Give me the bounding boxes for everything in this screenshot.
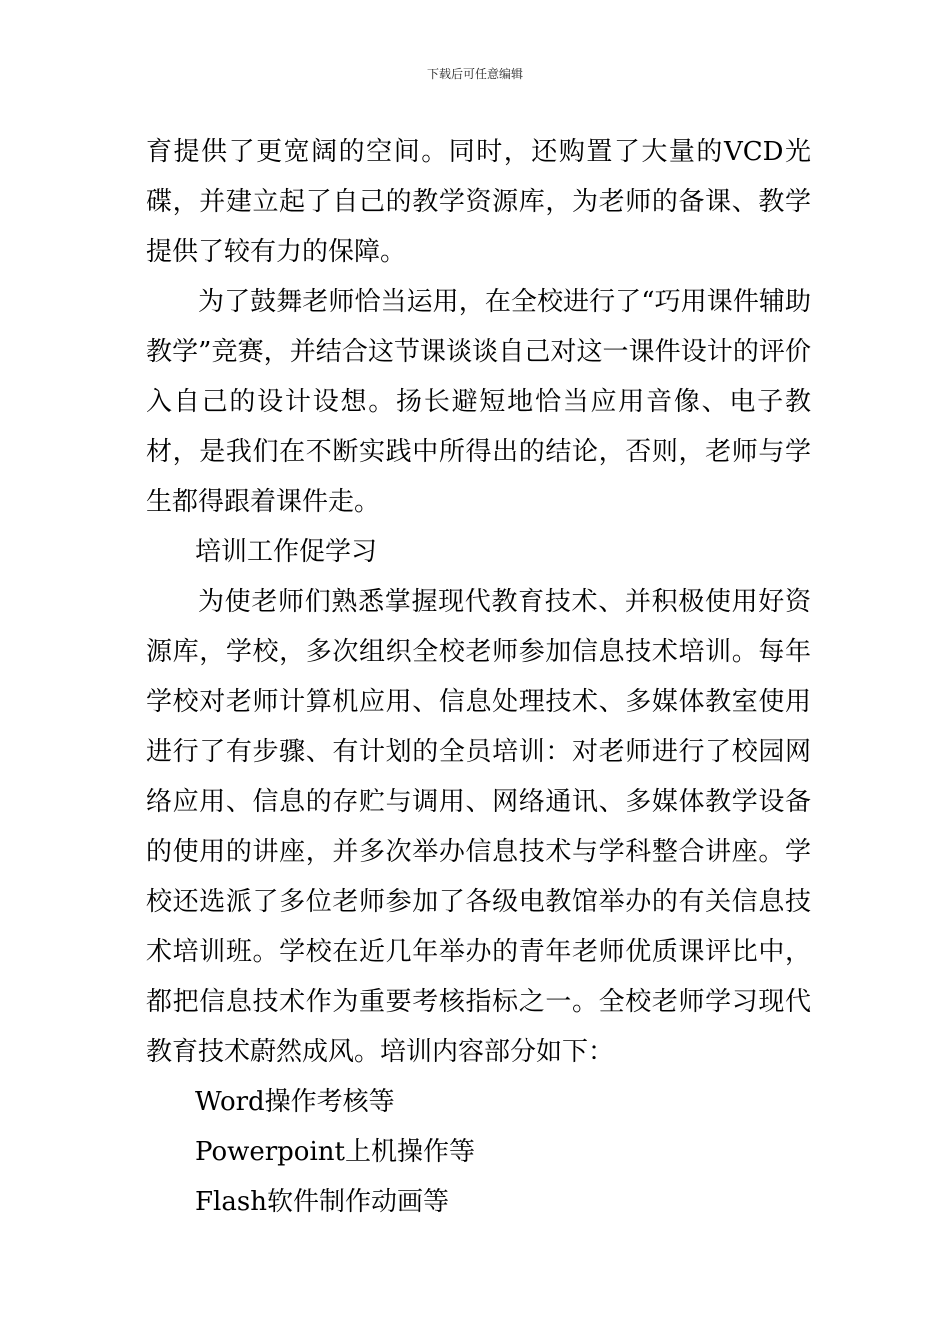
page-header: 下载后可任意编辑 <box>426 67 523 81</box>
list-item-powerpoint: Powerpoint上机操作等 <box>195 1137 475 1167</box>
list-item-word: Word操作考核等 <box>195 1087 395 1117</box>
document-body <box>146 127 811 1227</box>
paragraph-training-details: 为使老师们熟悉掌握现代教育技术、并积极使用好资源库，学校，多次组织全校老师参加信息技术培训。每年学校对老师计算机应用、信息处理技术、多媒体教室使用进行了有步骤、有计划的全员培训：对老师进行了校园网络应用、信息的存贮与调用、网络通讯、多媒体教学设备的使用的讲座，并多次举办信息技术与学科整合讲座。学校还选派了多位老师参加了各级电教馆举办的有关信息技术培训班。学校在近几年举办的青年老师优质课评比中，都把信息技术作为重要考核指标之一。全校老师学习现代教育技术蔚然成风。培训内容部分如下： <box>146 587 811 1067</box>
paragraph-courseware-contest: 为了鼓舞老师恰当运用，在全校进行了“巧用课件辅助教学”竞赛，并结合这节课谈谈自己对这一课件设计的评价入自己的设计设想。扬长避短地恰当应用音像、电子教材，是我们在不断实践中所得出的结论，否则，老师与学生都得跟着课件走。 <box>146 287 811 517</box>
paragraph-intro-continued: 育提供了更宽阔的空间。同时，还购置了大量的VCD光碟，并建立起了自己的教学资源库，为老师的备课、教学提供了较有力的保障。 <box>146 137 811 267</box>
section-heading-training: 培训工作促学习 <box>195 537 378 567</box>
list-item-flash: Flash软件制作动画等 <box>195 1187 449 1217</box>
